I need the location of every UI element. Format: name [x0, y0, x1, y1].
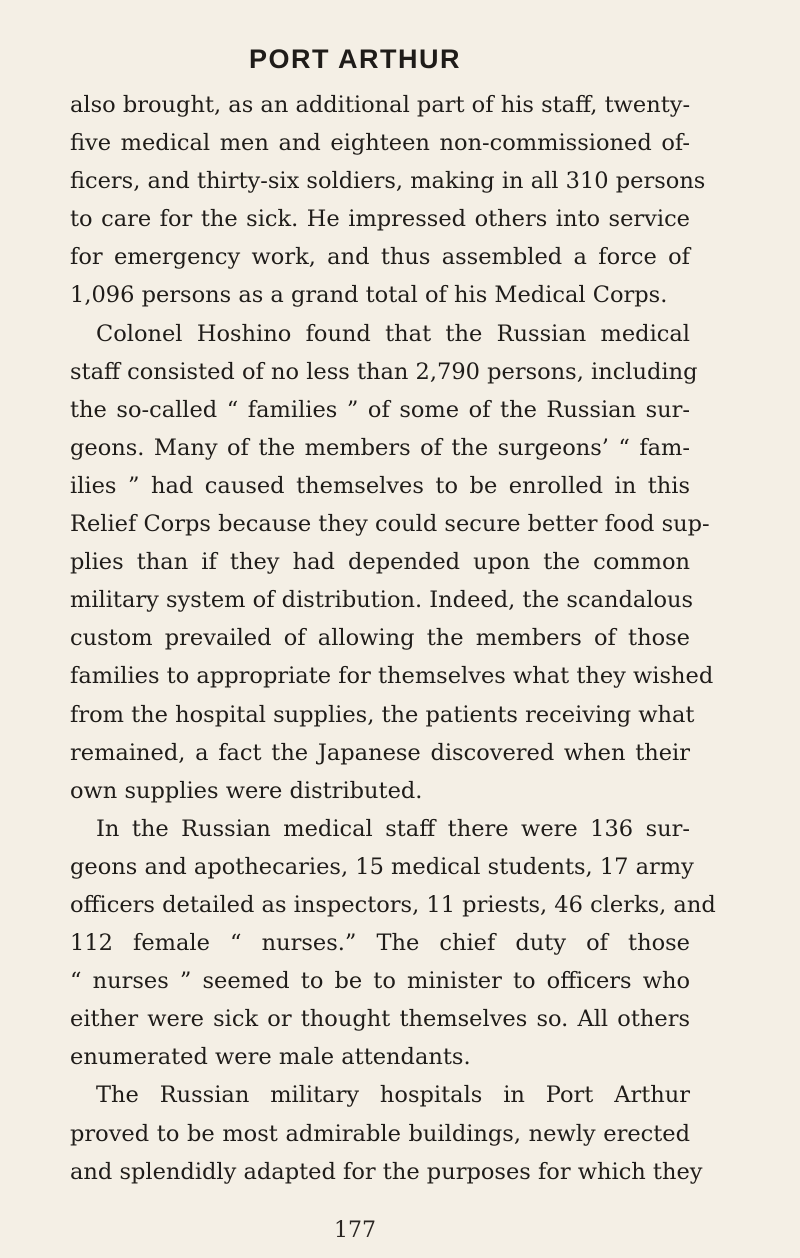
text-line: families to appropriate for themselves what they wished — [70, 663, 714, 690]
text-line: ficers, and thirty-six soldiers, making in all 310 persons — [70, 168, 706, 195]
text-line: ilies ” had caused themselves to be enrolled in this — [70, 472, 690, 499]
text-line: “ nurses ” seemed to be to minister to officers who — [70, 968, 690, 995]
text-line: to care for the sick. He impressed others into service — [70, 206, 690, 233]
text-line: 1,096 persons as a grand total of his Medical Corps. — [70, 282, 668, 309]
text-line: geons. Many of the members of the surgeons’ “ fam- — [70, 434, 690, 461]
text-line: five medical men and eighteen non-commissioned of- — [70, 130, 690, 157]
text-line: the so-called “ families ” of some of the Russian sur- — [70, 396, 690, 423]
text-line: remained, a fact the Japanese discovered when their — [70, 739, 690, 766]
text-line: also brought, as an additional part of his staff, twenty- — [70, 92, 691, 118]
text-line: Colonel Hoshino found that the Russian medical — [96, 320, 690, 347]
text-line: from the hospital supplies, the patients receiving what — [70, 701, 695, 728]
text-line: military system of distribution. Indeed, the scandalous — [70, 587, 694, 614]
text-line: either were sick or thought themselves so. All others — [70, 1006, 690, 1033]
text-line: staff consisted of no less than 2,790 persons, including — [70, 358, 698, 385]
text-line: and splendidly adapted for the purposes for which they — [70, 1158, 703, 1185]
text-line: In the Russian medical staff there were 136 sur- — [96, 815, 690, 842]
text-line: enumerated were male attendants. — [70, 1044, 471, 1071]
text-line: custom prevailed of allowing the members of those — [70, 625, 690, 652]
body-text — [70, 86, 716, 1191]
running-head: PORT ARTHUR — [249, 44, 461, 74]
text-line: 112 female “ nurses.” The chief duty of those — [70, 930, 690, 957]
text-line: for emergency work, and thus assembled a force of — [70, 244, 690, 271]
text-line: officers detailed as inspectors, 11 priests, 46 clerks, and — [70, 891, 716, 918]
text-line: plies than if they had depended upon the common — [70, 549, 690, 576]
text-line: own supplies were distributed. — [70, 777, 423, 804]
text-line: The Russian military hospitals in Port Arthur — [96, 1082, 690, 1109]
page-number: 177 — [334, 1218, 376, 1243]
text-line: Relief Corps because they could secure better food sup- — [70, 511, 710, 538]
text-line: geons and apothecaries, 15 medical students, 17 army — [70, 853, 694, 880]
text-line: proved to be most admirable buildings, newly erected — [70, 1120, 690, 1147]
